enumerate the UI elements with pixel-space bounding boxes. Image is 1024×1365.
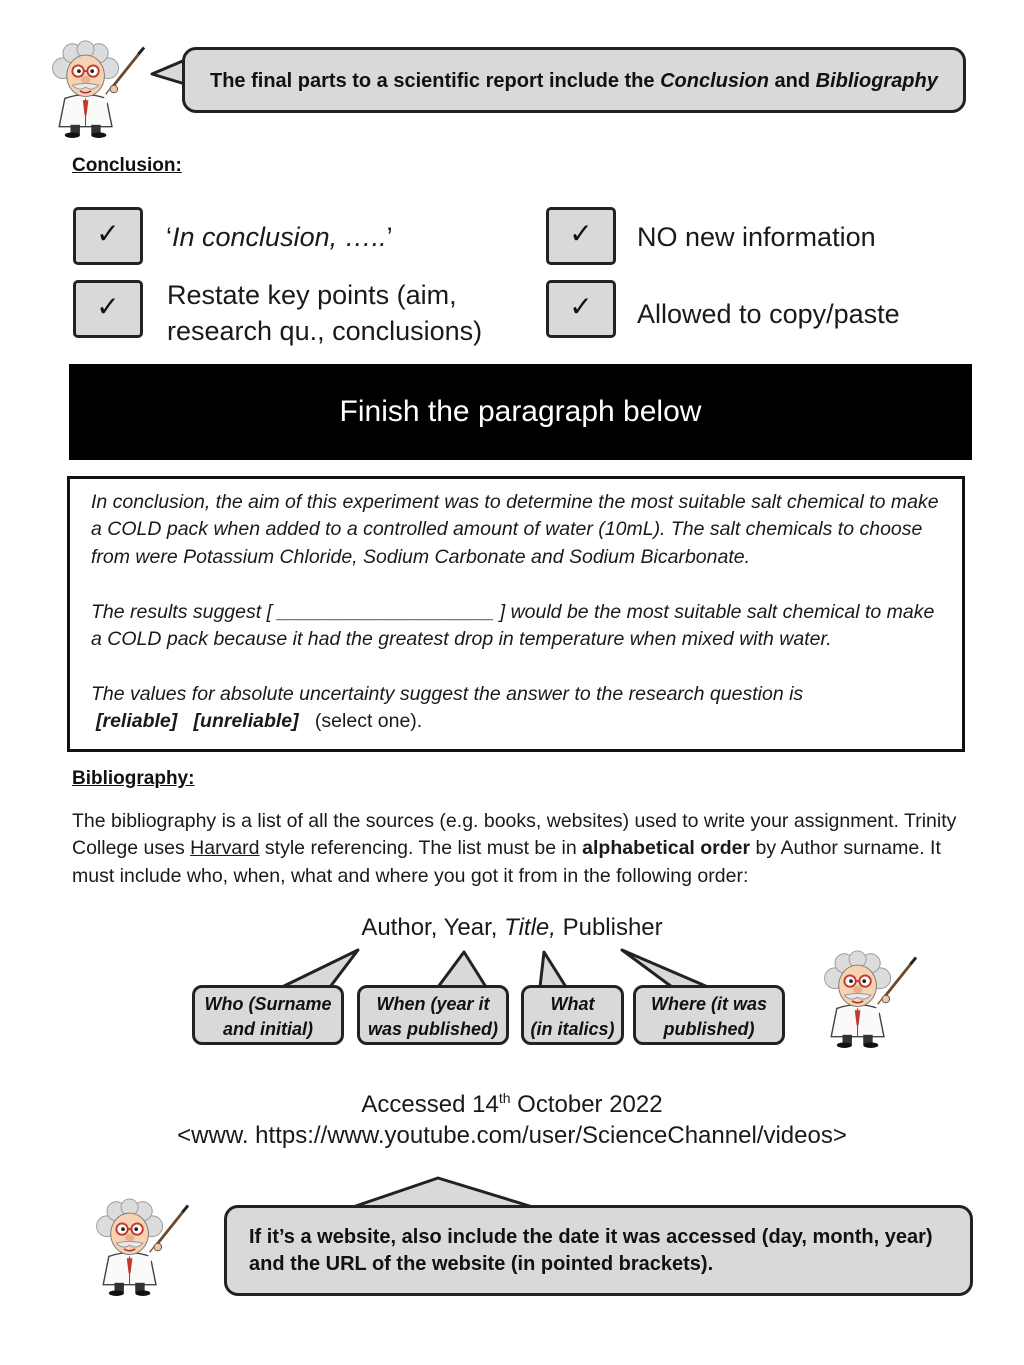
website-note-line1: If it’s a website, also include the date it was accessed (day, month, year) xyxy=(249,1226,933,1248)
accessed-date: Accessed 14th October 2022 xyxy=(361,1090,663,1118)
website-note-line2: and the URL of the website (in pointed brackets). xyxy=(249,1253,714,1275)
scientist-illustration-bottom xyxy=(80,1198,198,1296)
intro-term-conclusion: Conclusion xyxy=(660,70,769,92)
paragraph-aim: In conclusion, the aim of this experiment was to determine the most suitable salt chemical to make a COLD pack when added to a controlled amount of water (10mL). The salt chemicals to choose from were Potassium Chloride, Sodium Carbonate and Sodium Bicarbonate. xyxy=(91,491,939,568)
intro-term-bibliography: Bibliography xyxy=(815,70,938,92)
example-url: <www. https://www.youtube.com/user/ScienceChannel/videos> xyxy=(177,1122,847,1149)
instruction-banner: Finish the paragraph below xyxy=(69,364,972,460)
check-icon: ✓ xyxy=(569,218,593,249)
bibliography-description: The bibliography is a list of all the sources (e.g. books, websites) used to write your assignment. Trinity College uses Harvard style referencing. The list must be in alphabetical order by Author surname. It must include who, when, what and where you got it from in the following order: xyxy=(72,810,957,887)
check-icon: ✓ xyxy=(569,291,593,322)
criterion-in-conclusion: ‘In conclusion, …..’ xyxy=(166,222,393,252)
intro-text-a: The final parts to a scientific report include the xyxy=(210,70,661,92)
option-unreliable: [unreliable] xyxy=(193,710,299,733)
check-icon: ✓ xyxy=(96,218,120,249)
select-hint: (select one). xyxy=(314,710,423,733)
criterion-no-new-info: NO new information xyxy=(637,222,876,252)
harvard-term: Harvard xyxy=(190,837,260,860)
label-who: Who (Surname and initial) xyxy=(192,985,344,1045)
conclusion-heading: Conclusion: xyxy=(72,155,182,176)
label-what: What (in italics) xyxy=(521,985,624,1045)
scientist-illustration-middle xyxy=(808,950,926,1048)
option-reliable: [reliable] xyxy=(96,710,178,733)
intro-text-b: and xyxy=(768,70,816,92)
label-when: When (year it was published) xyxy=(357,985,509,1045)
citation-format: Author, Year, Title, Publisher xyxy=(361,914,663,941)
website-note-bubble xyxy=(224,1205,973,1296)
paragraph-results: The results suggest [ ____________________ ] would be the most suitable salt chemical to make a COLD pack because it had the greatest drop in temperature when mixed with water. xyxy=(91,600,935,651)
paragraph-uncertainty: The values for absolute uncertainty suggest the answer to the research question is xyxy=(91,682,804,705)
check-icon: ✓ xyxy=(96,291,120,322)
label-where: Where (it was published) xyxy=(633,985,785,1045)
bibliography-heading: Bibliography: xyxy=(72,768,195,789)
criterion-restate-key-points: Restate key points (aim, research qu., conclusions) xyxy=(167,280,483,346)
alphabetical-order-term: alphabetical order xyxy=(582,837,751,860)
criterion-copy-paste: Allowed to copy/paste xyxy=(637,299,900,329)
